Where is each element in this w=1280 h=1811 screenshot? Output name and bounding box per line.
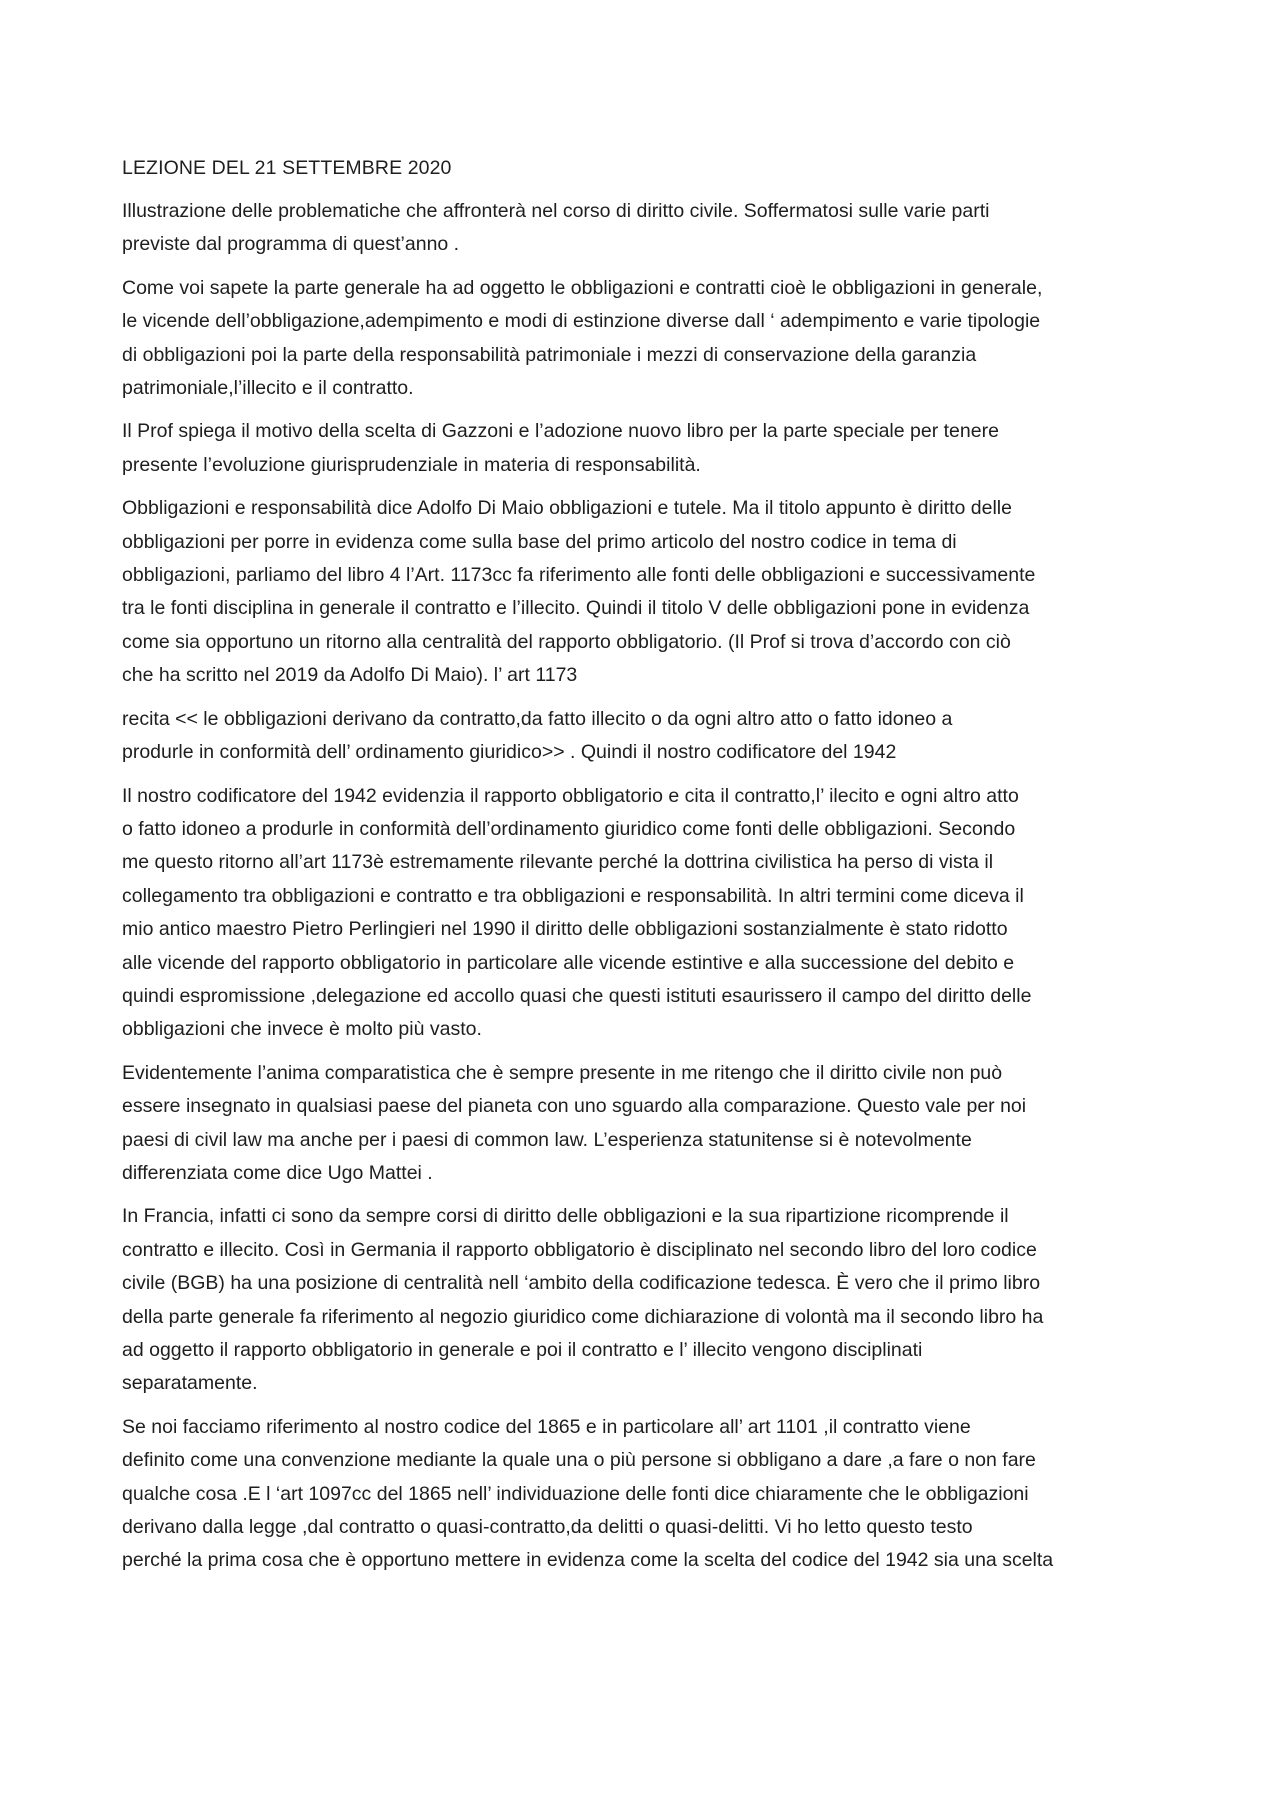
paragraphs-container [122,195,1168,1578]
text-line: di obbligazioni poi la parte della responsabilità patrimoniale i mezzi di conservazione della garanzia [122,343,977,366]
text-line: paesi di civil law ma anche per i paesi di common law. L’esperienza statunitense si è notevolmente [122,1128,972,1151]
text-line: tra le fonti disciplina in generale il contratto e l’illecito. Quindi il titolo V delle obbligazioni pone in evidenza [122,597,1030,620]
text-line: definito come una convenzione mediante la quale una o più persone si obbligano a dare ,a fare o non fare [122,1449,1036,1472]
text-line: me questo ritorno all’art 1173è estremamente rilevante perché la dottrina civilistica ha perso di vista il [122,851,994,874]
paragraph [122,272,1168,406]
text-line: obbligazioni per porre in evidenza come sulla base del primo articolo del nostro codice in tema di [122,530,957,553]
text-line: come sia opportuno un ritorno alla centralità del rapporto obbligatorio. (Il Prof si trova d’accordo con ciò [122,630,1011,653]
text-line: differenziata come dice Ugo Mattei . [122,1161,433,1184]
text-line: Come voi sapete la parte generale ha ad oggetto le obbligazioni e contratti cioè le obbligazioni in generale, [122,276,1043,299]
text-line: mio antico maestro Pietro Perlingieri nel 1990 il diritto delle obbligazioni sostanzialmente è stato ridotto [122,918,1008,941]
text-line: recita << le obbligazioni derivano da contratto,da fatto illecito o da ogni altro atto o fatto idoneo a [122,707,953,730]
text-line: produrle in conformità dell’ ordinamento giuridico>> . Quindi il nostro codificatore del 1942 [122,741,897,764]
text-line: presente l’evoluzione giurisprudenziale in materia di responsabilità. [122,453,701,476]
text-line: Evidentemente l’anima comparatistica che è sempre presente in me ritengo che il diritto civile non può [122,1061,1003,1084]
text-line: derivano dalla legge ,dal contratto o quasi-contratto,da delitti o quasi-delitti. Vi ho letto questo testo [122,1516,973,1539]
paragraph [122,1057,1168,1191]
lesson-title: LEZIONE DEL 21 SETTEMBRE 2020 [122,157,452,179]
text-line: obbligazioni che invece è molto più vasto. [122,1018,482,1041]
text-line: contratto e illecito. Così in Germania il rapporto obbligatorio è disciplinato nel secondo libro del loro codice [122,1238,1037,1261]
text-line: ad oggetto il rapporto obbligatorio in generale e poi il contratto e l’ illecito vengono disciplinati [122,1339,923,1361]
text-line: della parte generale fa riferimento al negozio giuridico come dichiarazione di volontà ma il secondo libro ha [122,1305,1044,1328]
text-line: In Francia, infatti ci sono da sempre corsi di diritto delle obbligazioni e la sua ripartizione ricomprende il [122,1205,1009,1228]
text-line: qualche cosa .E l ‘art 1097cc del 1865 nell’ individuazione delle fonti dice chiaramente che le obbligazioni [122,1482,1029,1505]
paragraph [122,1411,1168,1578]
text-line: Se noi facciamo riferimento al nostro codice del 1865 e in particolare all’ art 1101 ,il contratto viene [122,1415,971,1438]
text-line: Il nostro codificatore del 1942 evidenzia il rapporto obbligatorio e cita il contratto,l’ ilecito e ogni altro atto [122,784,1019,807]
paragraph [122,780,1168,1047]
text-line: previste dal programma di quest’anno . [122,233,460,256]
text-line: che ha scritto nel 2019 da Adolfo Di Maio). l’ art 1173 [122,664,578,687]
text-line: collegamento tra obbligazioni e contratto e tra obbligazioni e responsabilità. In altri termini come diceva il [122,884,1024,907]
text-line: quindi espromissione ,delegazione ed accollo quasi che questi istituti esaurissero il campo del diritto delle [122,984,1032,1007]
text-line: obbligazioni, parliamo del libro 4 l’Art. 1173cc fa riferimento alle fonti delle obbligazioni e successivamente [122,564,1036,587]
text-line: perché la prima cosa che è opportuno mettere in evidenza come la scelta del codice del 1942 sia una scelta [122,1549,1054,1572]
paragraph [122,195,1168,262]
text-line: civile (BGB) ha una posizione di centralità nell ‘ambito della codificazione tedesca. È vero che il primo libro [122,1272,1041,1295]
text-line: o fatto idoneo a produrle in conformità dell’ordinamento giuridico come fonti delle obbligazioni. Secondo [122,817,1016,840]
paragraph [122,492,1168,692]
text-line: le vicende dell’obbligazione,adempimento e modi di estinzione diverse dall ‘ adempimento e varie tipologie [122,310,1041,333]
text-line: essere insegnato in qualsiasi paese del pianeta con uno sguardo alla comparazione. Questo vale per noi [122,1095,1027,1118]
paragraph [122,415,1168,482]
text-line: Obbligazioni e responsabilità dice Adolfo Di Maio obbligazioni e tutele. Ma il titolo appunto è diritto delle [122,497,1012,520]
text-line: alle vicende del rapporto obbligatorio in particolare alle vicende estintive e alla successione del debito e [122,951,1015,974]
text-line: patrimoniale,l’illecito e il contratto. [122,377,414,400]
text-line: Il Prof spiega il motivo della scelta di Gazzoni e l’adozione nuovo libro per la parte speciale per tenere [122,420,999,443]
paragraph [122,703,1168,770]
text-line: Illustrazione delle problematiche che affronterà nel corso di diritto civile. Soffermatosi sulle varie parti [122,200,990,222]
paragraph [122,1200,1168,1400]
text-line: separatamente. [122,1372,258,1395]
